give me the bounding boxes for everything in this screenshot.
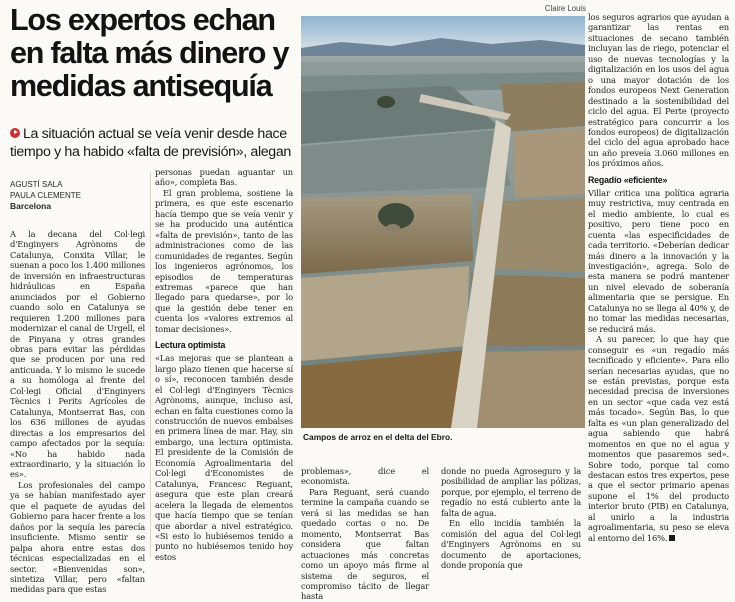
paragraph: problemas», dice el economista. [301, 466, 429, 487]
article-column-4 [441, 466, 581, 571]
paragraph: personas puedan aguantar un año», completa Bas. [155, 167, 293, 188]
paragraph: Para Reguant, será cuando termine la campaña cuando se verá si las medidas se han quedado cortas o no. De momento, Montserrat Bas considera que faltan actuaciones más concretas como un apoyo más firme al sistema de seguros, el compromiso tácito de llegar hasta [301, 486, 429, 602]
photo-illustration [301, 16, 585, 428]
paragraph: A la decana del Col·legi d'Enginyers Agrònoms de Catalunya, Conxita Villar, le suenan a poco los 1.400 millones de inversión en infraestructuras hidráulicas en España anunciados por el Gobierno cuando solo en Catalunya se requieren 1.200 millones para modernizar el canal de Urgell, el de Pinyana y otras grandes obras para evitar las pérdidas que se producen por una red anticuada. Y lo mismo le sucede a su homóloga al frente del Col·legi Oficial d'Enginyers Tècnics i Perits Agrícoles de Catalunya, Montserrat Bas, con los 636 millones de ayudas directas a los empresarios del campo afectados por la sequía: «No ha habido nada extraordinario, y la situación lo es». [10, 229, 145, 480]
column-divider [150, 172, 151, 557]
photo-rice-fields [301, 16, 585, 428]
headline: Los expertos echan en falta más dinero y medidas antisequía [10, 3, 289, 103]
paragraph: donde no pueda Agroseguro y la posibilidad de ampliar las pólizas, porque, por ejemplo, el terreno de regadío no está cubierto ante la falta de agua. [441, 466, 581, 518]
article-column-1 [10, 229, 145, 595]
photo-caption: Campos de arroz en el delta del Ebro. [303, 432, 453, 442]
end-square-icon [669, 535, 675, 541]
byline-city: Barcelona [10, 201, 52, 211]
subheading-regadio-eficiente: Regadío «eficiente» [588, 174, 668, 185]
play-bullet-icon [10, 128, 20, 138]
article-column-3 [301, 466, 429, 602]
article-column-2 [155, 167, 293, 562]
article-column-5 [588, 12, 729, 543]
paragraph: Los profesionales del campo ya se habían manifestado ayer que el paquete de ayudas del Gobierno para hacer frente a los daños por la sequía les parecía insuficiente. Mismo sentir se palpa ahora entre estas dos técnicas especializadas en el sector. «Bienvenidas son», sintetiza Villar, pero «faltan medidas para que estas [10, 479, 145, 595]
paragraph: «Las mejoras que se plantean a largo plazo tienen que hacerse sí o sí», reconocen también desde el Col·legi d'Enginyers Tècnics Agrònoms, aunque, incluso así, echan en falta cuestiones como la construcción de nuevos embalses en primera línea de mar. Hay, sin embargo, una lectura optimista. El presidente de la Comisión de Economía Agroalimentaria del Col·legi d'Economistes de Catalunya, Francesc Reguant, asegura que este plan creará acelera la llegada de elementos que hacía tiempo que se tenían que abordar a nivel estratégico. «Si esto lo hubiésemos tenido a punto no hubiésemos tenido hoy estos [155, 353, 293, 562]
photo-credit: Claire Louis [544, 4, 586, 13]
paragraph: Villar critica una política agraria muy restrictiva, muy centrada en el medio ambiente, lo cual es positivo, pero tiene poco en cuenta «las especificidades de cada territorio. «Deberían dedicar más dinero a la innovación y la investigación», agrega. Solo de esta manera se podrá mantener un nivel elevado de soberanía alimentaria que se persigue. En Catalunya no se llega al 40% y, de no tomar las medidas necesarias, se reducirá más. [588, 187, 729, 334]
subheading-lectura-optimista: Lectura optimista [155, 340, 226, 351]
paragraph: En ello incidía también la comisión del agua del Col·legi d'Enginyers Agrònoms en su documento de aportaciones, donde proponía que [441, 518, 581, 571]
author-1: AGUSTÍ SALA [10, 180, 63, 189]
paragraph [588, 334, 729, 543]
author-2: PAULA CLEMENTE [10, 190, 81, 200]
byline [10, 180, 146, 212]
subtitle-text: La situación actual se veía venir desde hace tiempo y ha habido «falta de previsión», alegan [10, 126, 291, 160]
subtitle [10, 126, 298, 161]
paragraph: El gran problema, sostiene la primera, es que este escenario hacía tiempo que se veía venir y se ha producido una auténtica «falta de previsión», tanto de las administraciones como de las comunidades de regantes. Según los ingenieros agrónomos, los episodios de temperaturas extremas «parece que han llegado para quedarse», por lo que la gestión debe tener en cuenta los «valores extremos al tomar decisiones». [155, 187, 293, 334]
paragraph-text: A su parecer, lo que hay que conseguir es «un regadío más tecnificado y eficiente». Para ello serían necesarias ayudas, que no se están previstas, porque esta necesidad precisa de inversiones en un sector «que cada vez está más tocado». Según Bas, lo que falta es «un plan generalizado del agua sabiendo que habrá momentos en que no el agua y momentos que pasaremos sed». Sobre todo, porque tal como destacan estos tres expertos, pese a que el sector primario apenas supone el 1% del producto interior bruto (PIB) en Catalunya, al unirlo a la industria agroalimentaria, su peso se eleva al entorno del 16%. [588, 334, 729, 543]
paragraph: los seguros agrarios que ayudan a garantizar las rentas en situaciones de secano también incluyan las de riego, potenciar el uso de nuevas tecnologías y la digitalización en los usos del agua o una mayor dotación de los fondos europeos Next Generation destinado a la sostenibilidad del ciclo del agua. El Perte (proyecto estratégico para concurrir a los fondos europeos) de digitalización del ciclo del agua aprobado hace un año preveía 3.060 millones en los próximos años. [588, 12, 729, 169]
